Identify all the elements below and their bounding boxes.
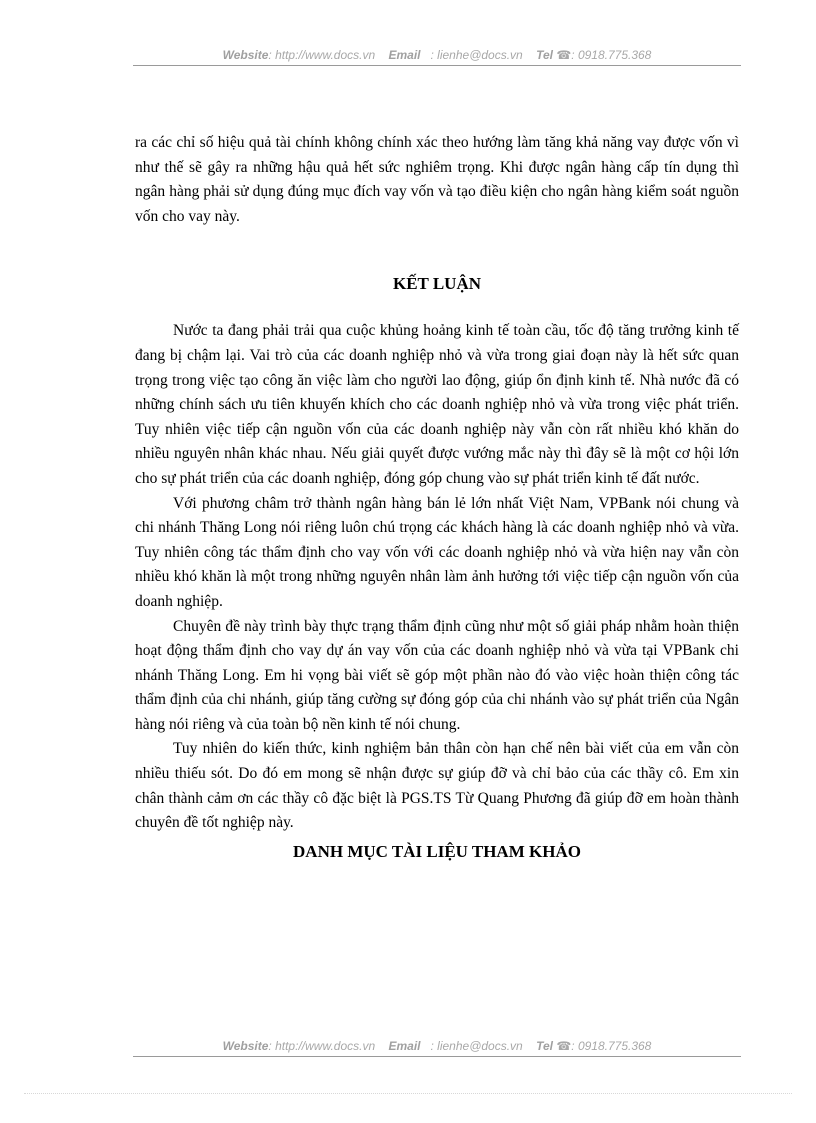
footer-email-value[interactable]: : lienhe@docs.vn	[430, 1039, 523, 1053]
intro-paragraph: ra các chỉ số hiệu quả tài chính không chính xác theo hướng làm tăng khả năng vay được vốn vì như thế sẽ gây ra những hậu quả hết sức nghiêm trọng. Khi được ngân hàng cấp tín dụng thì ngân hàng phải sử dụng đúng mục đích vay vốn và tạo điều kiện cho ngân hàng kiểm soát nguồn vốn cho vay này.	[135, 134, 739, 225]
header-email-value[interactable]: : lienhe@docs.vn	[430, 48, 523, 62]
conclusion-title: KẾT LUẬN	[392, 274, 481, 294]
header-tel-value: : 0918.775.368	[571, 48, 652, 62]
conclusion-paragraph: Tuy nhiên do kiến thức, kinh nghiệm bản thân còn hạn chế nên bài viết của em vẫn còn nhiều thiếu sót. Do đó em mong sẽ nhận được sự giúp đỡ và chỉ bảo của các thầy cô. Em xin chân thành cảm ơn các thầy cô đặc biệt là PGS.TS Từ Quang Phương đã giúp đỡ em hoàn thành chuyên đề tốt nghiệp này.	[135, 740, 739, 832]
footer-tel-value: : 0918.775.368	[571, 1039, 652, 1053]
footer-email-label: Email	[388, 1039, 421, 1053]
footer-website-label: Website	[222, 1039, 269, 1053]
phone-icon: ☎	[556, 48, 572, 62]
conclusion-paragraph: Chuyên đề này trình bày thực trạng thẩm định cũng như một số giải pháp nhằm hoàn thiện hoạt động thẩm định cho vay dự án vay vốn của các doanh nghiệp nhỏ và vừa tại VPBank chi nhánh Thăng Long. Em hi vọng bài viết sẽ góp một phần nào đó vào việc hoàn thiện công tác thẩm định của chi nhánh, giúp tăng cường sự đóng góp của chi nhánh vào sự phát triển của Ngân hàng nói riêng và của toàn bộ nền kinh tế nói chung.	[135, 617, 739, 733]
footer-tel-label: Tel	[536, 1039, 553, 1053]
page-bottom-divider	[24, 1093, 792, 1094]
header-email-label: Email	[388, 48, 421, 62]
page-footer	[133, 1039, 741, 1057]
header-tel-label: Tel	[536, 48, 553, 62]
header-website-value[interactable]: : http://www.docs.vn	[268, 48, 376, 62]
phone-icon: ☎	[556, 1039, 572, 1053]
conclusion-paragraph: Với phương châm trở thành ngân hàng bán lẻ lớn nhất Việt Nam, VPBank nói chung và chi nhánh Thăng Long nói riêng luôn chú trọng các khách hàng là các doanh nghiệp nhỏ và vừa. Tuy nhiên công tác thẩm định cho vay vốn với các doanh nghiệp nhỏ và vừa hiện nay vẫn còn nhiều khó khăn là một trong những nguyên nhân làm ảnh hưởng tới việc tiếp cận nguồn vốn của doanh nghiệp.	[135, 494, 739, 610]
footer-website-value[interactable]: : http://www.docs.vn	[268, 1039, 376, 1053]
document-body	[135, 131, 739, 864]
header-website-label: Website	[222, 48, 269, 62]
references-title: DANH MỤC TÀI LIỆU THAM KHẢO	[293, 841, 581, 861]
page-header	[133, 48, 741, 66]
conclusion-paragraph: Nước ta đang phải trải qua cuộc khủng hoảng kinh tế toàn cầu, tốc độ tăng trưởng kinh tế đang bị chậm lại. Vai trò của các doanh nghiệp nhỏ và vừa trong giai đoạn này là hết sức quan trọng trong việc tạo công ăn việc làm cho người lao động, giúp ổn định kinh tế. Nhà nước đã có những chính sách ưu tiên khuyến khích cho các doanh nghiệp nhỏ và vừa trong việc phát triển. Tuy nhiên việc tiếp cận nguồn vốn của các doanh nghiệp này vẫn còn rất nhiều khó khăn do nhiều nguyên nhân khác nhau. Nếu giải quyết được vướng mắc này thì đây sẽ là một cơ hội lớn cho sự phát triển của các doanh nghiệp, đóng góp chung vào sự phát triển kinh tế đất nước.	[135, 322, 739, 487]
